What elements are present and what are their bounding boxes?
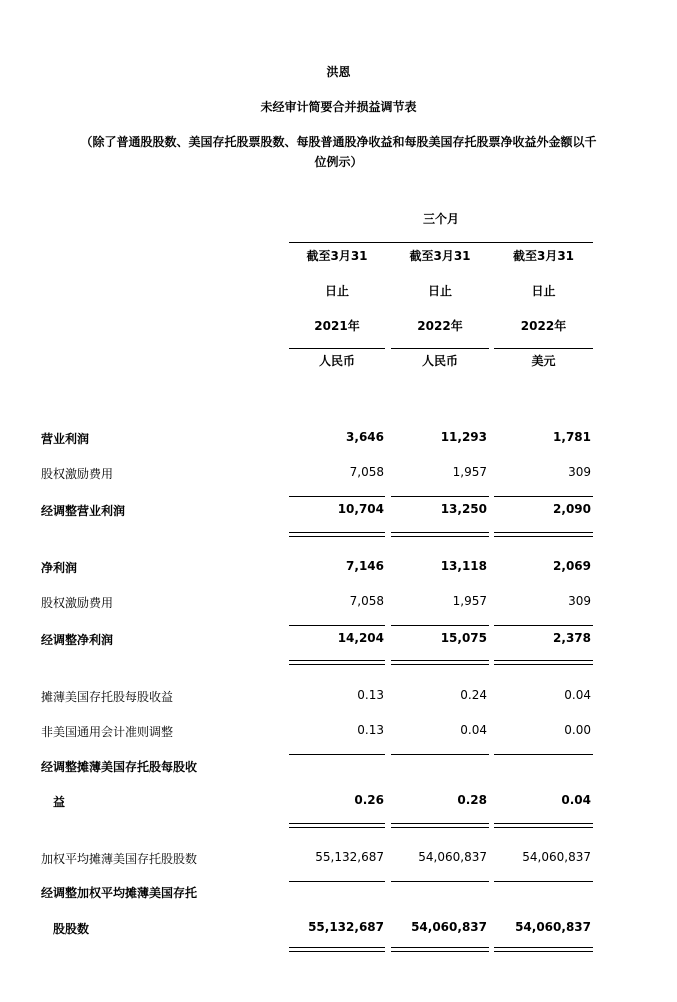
- row-label: 股权激励费用: [41, 467, 114, 481]
- row-label: 加权平均摊薄美国存托股股数: [41, 852, 198, 866]
- column-header-line2: 日止: [427, 284, 452, 298]
- subtotal-rule: [391, 754, 489, 755]
- row-value: 0.00: [564, 723, 591, 737]
- row-value: 13,118: [440, 559, 487, 573]
- column-header-currency: 人民币: [421, 354, 458, 368]
- row-value: 55,132,687: [315, 850, 384, 864]
- subtotal-rule: [494, 625, 593, 626]
- row-label-continued: 益: [53, 795, 66, 809]
- row-value: 0.28: [457, 793, 487, 807]
- column-header-line2: 日止: [531, 284, 556, 298]
- row-value: 309: [568, 465, 591, 479]
- row-label-continued: 股股数: [53, 922, 90, 936]
- subtotal-rule: [289, 496, 385, 497]
- row-value: 0.04: [460, 723, 487, 737]
- row-label: 摊薄美国存托股每股收益: [41, 690, 174, 704]
- subtotal-rule: [391, 881, 489, 882]
- row-value: 2,069: [553, 559, 591, 573]
- row-value: 54,060,837: [522, 850, 591, 864]
- row-label: 股权激励费用: [41, 596, 114, 610]
- row-value: 11,293: [440, 430, 487, 444]
- column-header-line1: 截至3月31: [306, 249, 368, 263]
- column-header-year: 2022年: [520, 319, 567, 333]
- row-value: 14,204: [337, 631, 384, 645]
- report-title: 未经审计简要合并损益调节表: [260, 100, 417, 114]
- column-header-year: 2021年: [314, 319, 360, 333]
- row-value: 54,060,837: [515, 920, 591, 934]
- row-value: 0.13: [357, 688, 384, 702]
- row-value: 0.13: [357, 723, 384, 737]
- row-value: 2,090: [553, 502, 591, 516]
- subtotal-rule: [289, 881, 385, 882]
- column-header-rule: [391, 348, 489, 349]
- subtotal-rule: [494, 496, 593, 497]
- total-double-rule: [494, 947, 593, 952]
- total-double-rule: [289, 532, 385, 537]
- header-rule-top: [289, 242, 593, 243]
- period-header: 三个月: [422, 212, 459, 226]
- subtotal-rule: [494, 754, 593, 755]
- column-header-currency: 人民币: [318, 354, 355, 368]
- report-note-line2: 位例示）: [314, 155, 363, 169]
- row-value: 7,058: [349, 465, 384, 479]
- row-label: 经调整摊薄美国存托股每股收: [41, 760, 198, 774]
- column-header-line1: 截至3月31: [512, 249, 575, 263]
- row-value: 55,132,687: [308, 920, 384, 934]
- total-double-rule: [391, 660, 489, 665]
- total-double-rule: [391, 532, 489, 537]
- subtotal-rule: [494, 881, 593, 882]
- subtotal-rule: [289, 754, 385, 755]
- report-note-line1: （除了普通股股数、美国存托股票股数、每股普通股净收益和每股美国存托股票净收益外金额以千: [80, 135, 597, 149]
- row-value: 0.04: [564, 688, 591, 702]
- column-header-year: 2022年: [417, 319, 463, 333]
- row-label: 经调整加权平均摊薄美国存托: [41, 886, 198, 900]
- total-double-rule: [289, 947, 385, 952]
- total-double-rule: [289, 823, 385, 828]
- subtotal-rule: [391, 496, 489, 497]
- row-value: 54,060,837: [418, 850, 487, 864]
- row-value: 7,058: [349, 594, 384, 608]
- row-value: 13,250: [440, 502, 487, 516]
- row-value: 1,781: [553, 430, 591, 444]
- subtotal-rule: [289, 625, 385, 626]
- company-name: 洪恩: [326, 65, 351, 79]
- row-label: 经调整净利润: [41, 633, 114, 647]
- row-value: 1,957: [452, 465, 487, 479]
- row-value: 2,378: [553, 631, 591, 645]
- column-header-rule: [494, 348, 593, 349]
- row-value: 0.26: [354, 793, 384, 807]
- total-double-rule: [391, 947, 489, 952]
- row-value: 54,060,837: [411, 920, 487, 934]
- row-value: 10,704: [337, 502, 384, 516]
- column-header-currency: 美元: [531, 354, 556, 368]
- total-double-rule: [494, 823, 593, 828]
- total-double-rule: [494, 660, 593, 665]
- subtotal-rule: [391, 625, 489, 626]
- row-value: 0.04: [561, 793, 591, 807]
- total-double-rule: [391, 823, 489, 828]
- column-header-line2: 日止: [324, 284, 349, 298]
- row-value: 3,646: [346, 430, 384, 444]
- column-header-line1: 截至3月31: [409, 249, 471, 263]
- row-value: 309: [568, 594, 591, 608]
- row-label: 净利润: [41, 561, 78, 575]
- row-value: 7,146: [346, 559, 384, 573]
- row-label: 营业利润: [41, 432, 90, 446]
- column-header-rule: [289, 348, 385, 349]
- row-value: 0.24: [460, 688, 487, 702]
- row-label: 非美国通用会计准则调整: [41, 725, 174, 739]
- row-value: 1,957: [452, 594, 487, 608]
- row-label: 经调整营业利润: [41, 504, 126, 518]
- total-double-rule: [289, 660, 385, 665]
- total-double-rule: [494, 532, 593, 537]
- row-value: 15,075: [440, 631, 487, 645]
